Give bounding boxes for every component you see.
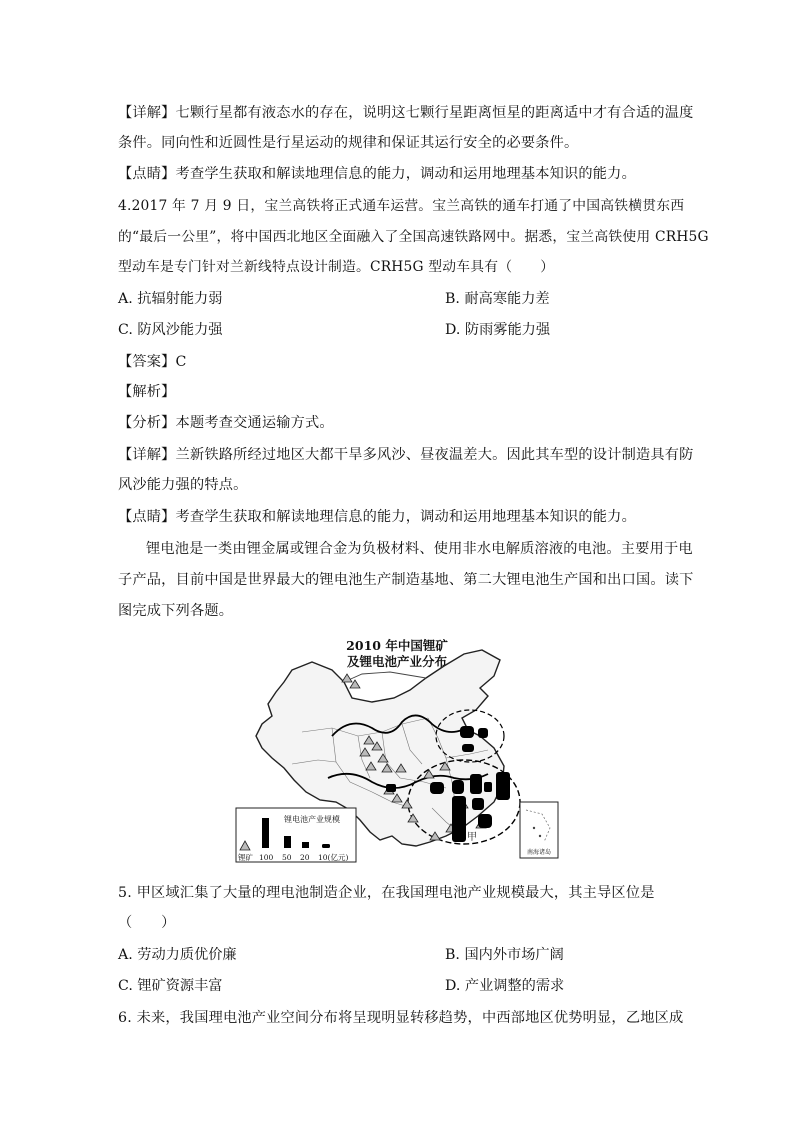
q4-option-b: B. 耐高寒能力差 — [445, 291, 550, 307]
map-legend — [236, 808, 356, 862]
intro-line-2: 子产品，目前中国是世界最大的锂电池生产制造基地、第二大锂电池生产国和出口国。读下 — [118, 572, 694, 588]
q4-option-a: A. 抗辐射能力弱 — [118, 291, 223, 307]
legend-value-10: 10(亿元) — [318, 853, 349, 862]
lithium-industry-map-figure — [232, 632, 562, 864]
map-title-line-1: 2010 年中国锂矿 — [346, 638, 448, 653]
question-4-line-2: 的“最后一公里”，将中国西北地区全面融入了全国高速铁路网中。据悉，宝兰高铁使用 CRH5G — [118, 229, 709, 245]
question-4-line-1: 4.2017 年 7 月 9 日，宝兰高铁将正式通车运营。宝兰高铁的通车打通了中国高铁横贯东西 — [118, 198, 685, 214]
inset-label: 南海诸岛 — [526, 849, 552, 856]
legend-bar-50 — [284, 836, 291, 848]
q4-analysis-heading: 【解析】 — [118, 384, 176, 400]
question-4-line-3: 型动车是专门针对兰新线特点设计制造。CRH5G 型动车具有（ ） — [118, 259, 555, 275]
legend-mine-label: 锂矿 — [238, 853, 253, 862]
south-china-sea-inset — [520, 802, 558, 858]
q4-answer: 【答案】C — [118, 354, 187, 370]
q4-detail-line-2: 风沙能力强的特点。 — [118, 477, 248, 493]
map-title-line-2: 及锂电池产业分布 — [346, 654, 448, 669]
question-6-line-1: 6. 未来，我国理电池产业空间分布将呈现明显转移趋势，中西部地区优势明显，乙地区成 — [118, 1010, 684, 1026]
q5-option-c: C. 锂矿资源丰富 — [118, 978, 223, 994]
q5-option-d: D. 产业调整的需求 — [445, 978, 565, 994]
intro-line-3: 图完成下列各题。 — [118, 603, 234, 619]
q4-point: 【点睛】考查学生获取和解读地理信息的能力，调动和运用地理基本知识的能力。 — [118, 509, 636, 525]
point-paragraph: 【点睛】考查学生获取和解读地理信息的能力，调动和运用地理基本知识的能力。 — [118, 166, 636, 182]
legend-title: 锂电池产业规模 — [284, 815, 340, 824]
q4-detail-line-1: 【详解】兰新铁路所经过地区大都干旱多风沙、昼夜温差大。因此其车型的设计制造具有防 — [118, 447, 694, 463]
detail-paragraph-line-2: 条件。同向性和近圆性是行星运动的规律和保证其运行安全的必要条件。 — [118, 135, 579, 151]
region-jia-label: 甲 — [467, 832, 477, 843]
legend-bar-20 — [302, 842, 309, 848]
q5-option-a: A. 劳动力质优价廉 — [118, 947, 237, 963]
intro-line-1: 锂电池是一类由锂金属或锂合金为负极材料、使用非水电解质溶液的电池。主要用于电 — [146, 541, 693, 557]
legend-value-50: 50 — [282, 853, 292, 862]
mongolia-border — [344, 672, 426, 682]
q4-option-c: C. 防风沙能力强 — [118, 322, 223, 338]
detail-paragraph-line-1: 【详解】七颗行星都有液态水的存在，说明这七颗行星距离恒星的距离适中才有合适的温度 — [118, 105, 694, 121]
q4-option-d: D. 防雨雾能力强 — [445, 322, 551, 338]
question-5-line-1: 5. 甲区域汇集了大量的理电池制造企业，在我国理电池产业规模最大，其主导区位是 — [118, 885, 655, 901]
question-5-line-2: （ ） — [118, 915, 176, 931]
q4-analysis-fenxi: 【分析】本题考查交通运输方式。 — [118, 415, 334, 431]
map-svg — [232, 632, 562, 864]
q5-option-b: B. 国内外市场广阔 — [445, 947, 564, 963]
legend-bar-100 — [262, 818, 269, 848]
legend-value-20: 20 — [300, 853, 310, 862]
legend-value-100: 100 — [259, 853, 274, 862]
legend-bar-10 — [322, 844, 330, 848]
